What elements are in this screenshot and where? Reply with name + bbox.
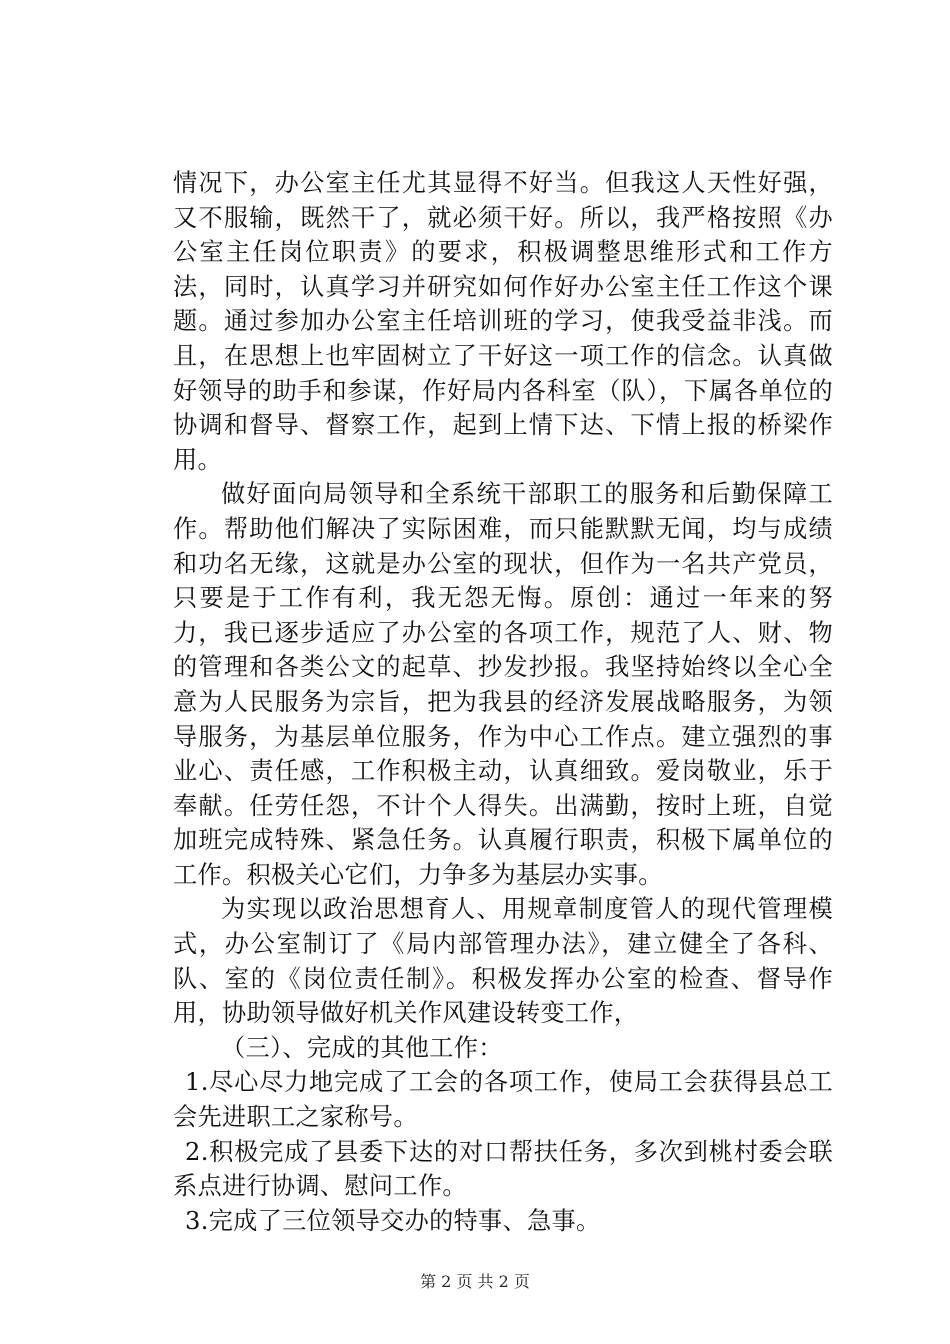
list-item-1: 1.尽心尽力地完成了工会的各项工作，使局工会获得县总工会先进职工之家称号。: [173, 1068, 833, 1132]
section-heading-3: （三）、完成的其他工作：: [221, 1033, 503, 1062]
list-item-2: 2.积极完成了县委下达的对口帮扶任务，多次到桃村委会联系点进行协调、慰问工作。: [173, 1137, 833, 1201]
body-paragraph-2: 做好面向局领导和全系统干部职工的服务和后勤保障工作。帮助他们解决了实际困难，而只能默默无闻，均与成绩和功名无缘，这就是办公室的现状，但作为一名共产党员，只要是于工作有利，我无怨无悔。原创：通过一年来的努力，我已逐步适应了办公室的各项工作，规范了人、财、物的管理和各类公文的起草、抄发抄报。我坚持始终以全心全意为人民服务为宗旨，把为我县的经济发展战略服务，为领导服务，为基层单位服务，作为中心工作点。建立强烈的事业心、责任感，工作积极主动，认真细致。爱岗敬业，乐于奉献。任劳任怨，不计个人得失。出满勤，按时上班，自觉加班完成特殊、紧急任务。认真履行职责，积极下属单位的工作。积极关心它们，力争多为基层办实事。: [173, 480, 833, 889]
page-number-footer: 第 2 页 共 2 页: [420, 1272, 530, 1291]
body-paragraph-3: 为实现以政治思想育人、用规章制度管人的现代管理模式，办公室制订了《局内部管理办法》，建立健全了各科、队、室的《岗位责任制》。积极发挥办公室的检查、督导作用，协助领导做好机关作风建设转变工作，: [173, 895, 833, 1028]
body-paragraph-1: 情况下，办公室主任尤其显得不好当。但我这人天性好强，又不服输，既然干了，就必须干好。所以，我严格按照《办公室主任岗位职责》的要求，积极调整思维形式和工作方法，同时，认真学习并研究如何作好办公室主任工作这个课题。通过参加办公室主任培训班的学习，使我受益非浅。而且，在思想上也牢固树立了干好这一项工作的信念。认真做好领导的助手和参谋，作好局内各科室（队），下属各单位的协调和督导、督察工作，起到上情下达、下情上报的桥梁作用。: [173, 169, 833, 474]
document-body: [173, 166, 833, 1238]
list-item-3: 3.完成了三位领导交办的特事、急事。: [185, 1206, 601, 1235]
